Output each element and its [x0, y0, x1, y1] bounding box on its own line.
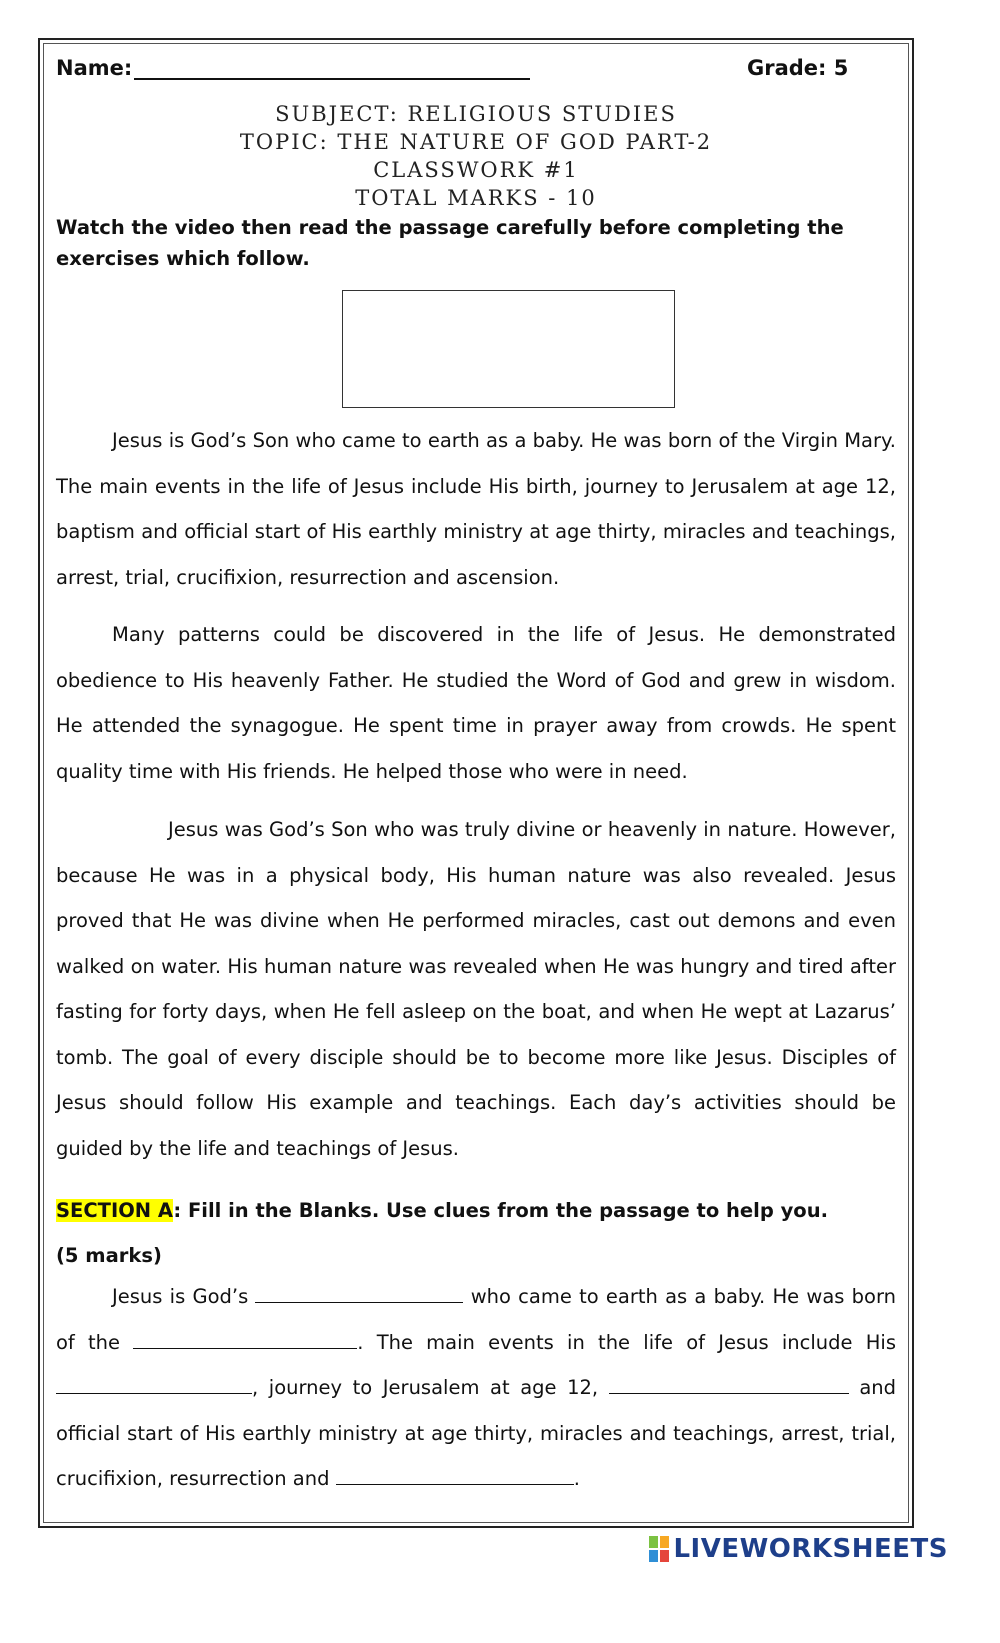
answer-blank-1[interactable]	[255, 1284, 463, 1303]
fill-in-blanks-paragraph	[56, 1274, 896, 1502]
section-a-label: SECTION A	[56, 1199, 174, 1222]
blank-text-segment: . The main events in the life of Jesus include His	[357, 1330, 896, 1354]
grade-label: Grade: 5	[747, 56, 849, 80]
section-a-header	[56, 1188, 906, 1278]
blank-text-segment: and official start of His earthly ministry at age thirty, miracles and teachings, arrest, trial, crucifixion, resurrection and	[56, 1376, 897, 1490]
passage-text: Jesus was God’s Son who was truly divine or heavenly in nature. However, because He was in a physical body, His human nature was also revealed. Jesus proved that He was divine when He performed miracles, cast out demons and even walked on water. His human nature was revealed when He was hungry and tired after fasting for forty days, when He fell asleep on the boat, and when He wept at Lazarus’ tomb. The goal of every disciple should be to become more like Jesus. Disciples of Jesus should follow His example and teachings. Each day’s activities should be guided by the life and teachings of Jesus.	[56, 818, 896, 1160]
blank-text-segment: who came to earth as a baby. He was born of the	[56, 1285, 897, 1354]
name-row	[56, 56, 530, 80]
passage-paragraph-2	[56, 612, 896, 794]
name-label: Name:	[56, 56, 133, 80]
passage-paragraph-1	[56, 418, 896, 600]
answer-blank-5[interactable]	[336, 1466, 574, 1485]
answer-blank-3[interactable]	[56, 1375, 252, 1394]
answer-blank-2[interactable]	[133, 1330, 357, 1349]
name-blank-line	[134, 56, 530, 80]
subject-title: SUBJECT: RELIGIOUS STUDIES	[275, 102, 677, 126]
passage-paragraph-3	[56, 807, 896, 1171]
classwork-title: CLASSWORK #1	[373, 158, 579, 182]
blank-text-segment: Jesus is God’s	[112, 1285, 249, 1308]
liveworksheets-logo	[649, 1534, 948, 1564]
section-a-instruction: : Fill in the Blanks. Use clues from the passage to help you.	[173, 1199, 828, 1222]
total-marks-title: TOTAL MARKS - 10	[355, 186, 597, 210]
video-placeholder[interactable]	[342, 290, 675, 408]
blank-text-segment: .	[573, 1467, 580, 1490]
section-a-marks: (5 marks)	[56, 1244, 162, 1267]
reading-instruction: Watch the video then read the passage carefully before completing the exercises which follow.	[56, 216, 844, 270]
passage-text: Many patterns could be discovered in the life of Jesus. He demonstrated obedience to His heavenly Father. He studied the Word of God and grew in wisdom. He attended the synagogue. He spent time in prayer away from crowds. He spent quality time with His friends. He helped those who were in need.	[56, 623, 896, 783]
logo-text: LIVEWORKSHEETS	[673, 1534, 948, 1564]
passage-text: Jesus is God’s Son who came to earth as a baby. He was born of the Virgin Mary. The main events in the life of Jesus include His birth, journey to Jerusalem at age 12, baptism and official start of His earthly ministry at age thirty, miracles and teachings, arrest, trial, crucifixion, resurrection and ascension.	[56, 429, 896, 589]
section-a-title	[56, 1188, 906, 1233]
liveworksheets-logo-icon	[649, 1536, 669, 1562]
worksheet-titles	[40, 100, 912, 212]
answer-blank-4[interactable]	[609, 1375, 849, 1394]
blank-text-segment: , journey to Jerusalem at age 12,	[252, 1376, 599, 1399]
topic-title: TOPIC: THE NATURE OF GOD PART-2	[239, 130, 713, 154]
